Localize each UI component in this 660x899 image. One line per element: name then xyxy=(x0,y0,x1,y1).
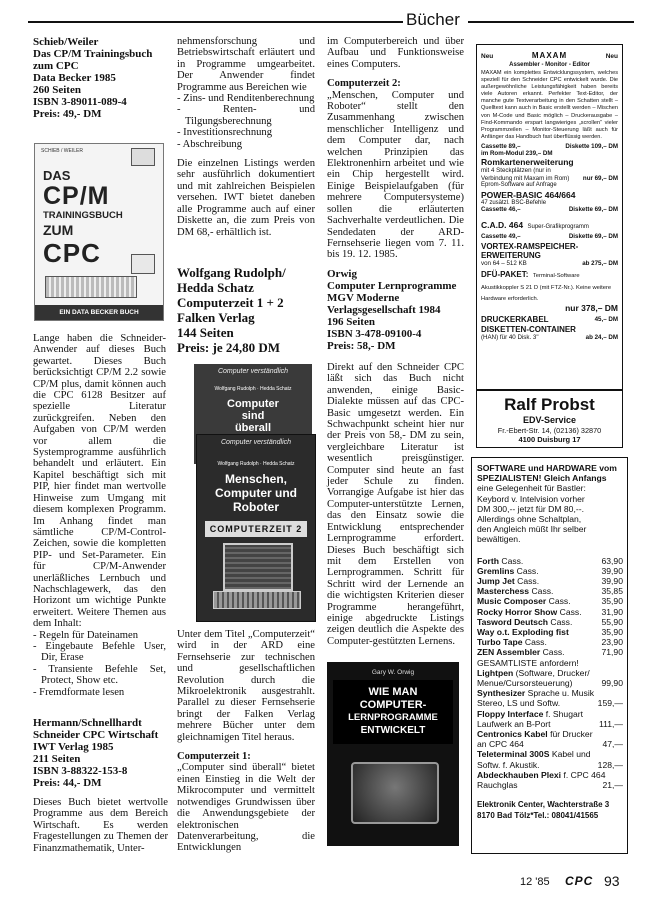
cover1-disk-icon xyxy=(131,254,155,274)
ad2-item xyxy=(477,576,623,586)
ad2-hw-item xyxy=(477,719,623,729)
book3-review-1: „Computer sind überall“ bietet einen Einstieg in die Welt der Mikrocomputer und vermittelt notwendiges Grundwissen über die Anwendungsgebiete der elektronischen Datenverarbeitung, die Entwicklungen xyxy=(177,762,315,854)
book4-price: Preis: 58,- DM xyxy=(327,340,396,352)
ad1-brand: MAXAM xyxy=(531,51,568,60)
book2-topic: - Zins- und Renditenberechnung xyxy=(177,93,315,105)
book3-heading xyxy=(177,265,322,355)
book2-review: Dieses Buch bietet wertvolle Programme aus dem Bereich Wirtschaft. Es werden Fragestellungen zu Themen der Finanzmathematik, Unter- xyxy=(33,797,168,854)
ad2-catalog: GESAMTLISTE anfordern! xyxy=(477,657,579,668)
column-2 xyxy=(177,36,315,238)
book2-review-cont: nehmensforschung und Betriebswirtschaft erläutert und in Programme umgearbeitet. Der Anwender findet Programme aus Bereichen wie xyxy=(177,36,315,93)
ad2-company: Elektronik Center, Wachterstraße 3 xyxy=(477,800,610,810)
ad1-cad-line xyxy=(481,215,618,233)
ad1-powerbasic-desc: 47 zusätzl. BSC-Befehle xyxy=(481,199,547,206)
ad1-dfue-line xyxy=(481,269,618,303)
ad2-hw-item xyxy=(477,709,623,719)
book3-authors: Wolfgang Rudolph/ xyxy=(177,265,286,280)
ad2-software-list xyxy=(477,556,623,658)
ad2-hw-price: 128,— xyxy=(597,759,623,770)
ad1-divider xyxy=(477,389,622,391)
book1-pages: 260 Seiten xyxy=(33,84,81,96)
ad1-disk-row xyxy=(481,334,618,341)
ad-elektronik-center xyxy=(471,457,628,854)
cover1-title-a: DAS xyxy=(43,168,71,183)
ad2-item xyxy=(477,586,623,596)
ad2-hw-suffix: an CPC 464 xyxy=(477,739,524,750)
ad2-item xyxy=(477,627,623,637)
ad2-hw-item xyxy=(477,760,623,770)
ad2-item-price: 55,90 xyxy=(601,616,623,627)
book4-publisher: Verlagsgesellschaft 1984 xyxy=(327,304,441,316)
ad2-item-suffix: Cass. xyxy=(557,606,582,617)
ad-ralf-probst xyxy=(476,44,623,448)
cover-b-title-3: Roboter xyxy=(233,500,279,514)
book2-pages: 211 Seiten xyxy=(33,753,81,765)
ad2-item-suffix: Cass. xyxy=(514,576,540,587)
cover1-top-label: SCHIEB / WEILER xyxy=(41,148,83,154)
ad2-hw-price: 47,— xyxy=(602,739,623,750)
ad2-hw-suffix: für Drucker xyxy=(547,729,593,740)
ad1-service: EDV-Service xyxy=(522,415,577,425)
ad2-item-name: Turbo Tape xyxy=(477,637,523,648)
orwig-cover-author: Gary W. Orwig xyxy=(371,669,415,676)
book1-title: Das CP/M Trainingsbuch xyxy=(33,48,153,60)
ad2-hw-item xyxy=(477,678,623,688)
ad2-item-name: Jump Jet xyxy=(477,576,515,587)
book2-topic: - Renten- und Tilgungsberechnung xyxy=(177,104,315,127)
ad1-disk-price: ab 24,– DM xyxy=(585,334,618,342)
book3-authors-2: Hedda Schatz xyxy=(177,280,254,295)
ad2-hw-item xyxy=(477,770,623,780)
ad2-hw-price: 99,90 xyxy=(601,678,623,689)
ad1-company: Ralf Probst xyxy=(504,395,595,414)
column-3 xyxy=(327,36,464,261)
book4-pages: 196 Seiten xyxy=(327,316,375,328)
ad2-hw-name: Synthesizer xyxy=(477,688,526,699)
book-cover-computerzeit-2 xyxy=(196,434,316,622)
ad1-new-label: Neu xyxy=(605,53,618,60)
ad2-item-name: Forth xyxy=(477,555,499,566)
ad2-hw-item xyxy=(477,729,623,739)
ad2-item xyxy=(477,596,623,606)
section-title: Bücher xyxy=(406,10,460,29)
ad2-intro-line: SPEZIALISTEN! Gleich Anfangs xyxy=(477,473,607,484)
book4-title: Computer Lernprogramme xyxy=(327,280,457,292)
ad1-price-cassette: Cassette 89,– xyxy=(481,142,521,150)
column-3-book4 xyxy=(327,268,464,647)
ad1-disk-container: DISKETTEN-CONTAINER xyxy=(481,325,576,335)
book1-authors: Schieb/Weiler xyxy=(33,36,99,48)
column-1-review xyxy=(33,333,166,698)
book4-title-2: MGV Moderne xyxy=(327,292,400,304)
ad1-dfue-price: nur 378,– DM xyxy=(565,302,618,313)
ad2-intro xyxy=(477,463,623,545)
ad2-item xyxy=(477,647,623,657)
ad2-item-suffix: Cass. xyxy=(548,616,573,627)
ad2-intro-line: bewältigen. xyxy=(477,534,521,545)
ad1-kabel-row xyxy=(481,316,618,323)
ad1-powerbasic-disk: Diskette 69,– DM xyxy=(568,205,618,213)
column-1 xyxy=(33,36,168,120)
book1-topic: - Eingebaute Befehle User, Dir, Erase xyxy=(33,640,166,664)
ad2-item-price: 35,90 xyxy=(601,627,623,638)
ad2-item xyxy=(477,607,623,617)
book2-topic: - Investitionsrechnung xyxy=(177,127,273,139)
book2-topic: - Abschreibung xyxy=(177,138,243,150)
cover-a-authors: Wolfgang Rudolph · Hedda Schatz xyxy=(214,386,292,392)
ad1-body: MAXAM ein komplettes Entwicklungssystem, welches speziell für den Schneider CPC entwickelt wurde. Die außergewöhnliche Leistungsfähigkeit haben bereits viele Autoren erkannt. Perfekter Text-Editor, der manche gute Textverarbeitung in den Schatten stellt – Quelltext kann auch in Basic erstellt werden – Mischen von M-Code und Basic möglich – Druckerausgabe – Find-Kommando erspart langwieriges „scrollen“ vieler Programmzeilen – Monitor-Steuerung läßt auch für Anfänger das Handbuch fast überflüssig werden. xyxy=(481,70,618,140)
ad2-item-price: 23,90 xyxy=(601,637,623,648)
cover-a-title-3: überall xyxy=(234,422,272,434)
cover-b-computer-illustration xyxy=(223,543,293,591)
ad1-kabel: DRUCKERKABEL xyxy=(481,314,549,324)
book1-review: Lange haben die Schneider-Anwender auf dieses Buch gewartet. Dieses Buch berücksichtigt CP/M 2.2 sowie CP/M plus, damit können auch die CPC 6128 Besitzer auf spezielle Literatur zurückgreifen. Neben den Aufgaben von CP/M werden vor allem die Systemprogramme ausführlich behandelt und erläutert. Ein Kapitel beschäftigt sich mit PIP, hier findet man wertvolle Hinweise zum Umgang mit diesem komplexen Programm. Im Anhang findet man sämtliche CP/M-Control-Zeichen, sowie die kompletten PIP- und Set-Parameter. Ein für CP/M-Anwender unerläßliches Lernbuch und Nachschlagewerk, das den Horizont um wichtige Punkte erweitert. Weitere Themen aus dem Inhalt: xyxy=(33,333,166,630)
ad2-hw-suffix: Laufwerk an B-Port xyxy=(477,718,551,729)
book3-price: Preis: je 24,80 DM xyxy=(177,340,281,355)
ad2-hw-suffix: f. CPC 464 xyxy=(561,769,606,780)
book3-review: Unter dem Titel „Computerzeit“ wird in der ARD eine Fernsehserie zur technischen und gesellschaftlichen Revolution durch die Mikroelektronik ausgestrahlt. Parallel zu dieser Fernsehserie bringt der Falken Verlag mehrere Bücher unter dem gleichnamigen Titel heraus. xyxy=(177,629,315,743)
ad2-item-suffix: Cass. xyxy=(546,596,571,607)
ad1-subtitle: Assembler - Monitor - Editor xyxy=(509,62,590,68)
ad2-hardware-list xyxy=(477,668,623,790)
ad2-hw-name: Centronics Kabel xyxy=(477,729,548,740)
ad2-intro-line: DM 300,-- jetzt für DM 80,--. xyxy=(477,503,584,514)
ad1-romkarte-row xyxy=(481,167,618,181)
cover1-keyboard-icon xyxy=(45,276,137,298)
ad1-price-row xyxy=(481,143,618,150)
book2-authors: Hermann/Schnellhardt xyxy=(33,717,142,729)
cover-b-title-2: Computer und xyxy=(215,486,297,500)
ad1-cad-desc: Super-Grafikprogramm xyxy=(527,223,589,230)
ad1-disk-desc: (HAN) für 40 Disk. 3" xyxy=(481,334,539,342)
book2-title: Schneider CPC Wirtschaft xyxy=(33,729,159,741)
cover-b-authors: Wolfgang Rudolph · Hedda Schatz xyxy=(217,461,295,467)
ad1-address: Fr.-Ebert-Str. 14, (02136) 32870 xyxy=(497,426,602,435)
ad2-hw-name: Teleterminal 300S xyxy=(477,749,550,760)
ad1-city: 4100 Duisburg 17 xyxy=(518,435,581,444)
ad2-hw-suffix: Stereo, LS und Softw. xyxy=(477,698,561,709)
ad2-item-price: 35,90 xyxy=(601,596,623,607)
ad2-item-suffix: Cass. xyxy=(498,555,524,566)
cover1-monitor-icon xyxy=(131,148,155,166)
ad2-item-suffix: Cass. xyxy=(522,637,547,648)
footer-issue: 12 '85 xyxy=(520,876,550,888)
header-rule-right xyxy=(468,21,634,23)
ad1-eprom: Eprom-Software auf Anfrage xyxy=(481,181,557,188)
cover-a-title-2: sind xyxy=(241,410,265,422)
ad2-hw-name: Lightpen xyxy=(477,667,514,678)
book3-subheading-2: Computerzeit 2: xyxy=(327,78,401,90)
ad2-item-name: Tasword Deutsch xyxy=(477,616,548,627)
ad2-address: 8170 Bad Tölz*Tel.: 08041/41565 xyxy=(477,810,599,820)
ad2-item-price: 31,90 xyxy=(601,606,623,617)
ad2-hw-suffix: (Software, Drucker/ xyxy=(513,667,590,678)
book1-price: Preis: 49,- DM xyxy=(33,108,102,120)
cover-b-keyboard-illustration xyxy=(213,591,301,609)
cover1-title-e: CPC xyxy=(43,238,101,268)
ad2-hw-name: Abdeckhauben Plexi xyxy=(477,769,562,780)
book1-topic: - Fremdformate lesen xyxy=(33,686,125,698)
cover1-title-d: ZUM xyxy=(43,222,74,238)
ad2-intro-line: Keybord v. Intelvision vorher xyxy=(477,493,585,504)
ad2-item-price: 39,90 xyxy=(601,576,623,587)
book1-topic: - Regeln für Dateinamen xyxy=(33,629,139,641)
ad2-hw-name: Floppy Interface xyxy=(477,708,544,719)
ad1-romkarte: Romkartenerweiterung xyxy=(481,157,574,168)
cover-a-series: Computer verständlich xyxy=(217,368,289,375)
ad1-dfue-desc: Terminal-Software Akustikkoppler S 21 D (mit FTZ-Nr.). Keine weitere Hardware erforderlich. xyxy=(481,273,612,302)
book-cover-cpm xyxy=(34,143,164,321)
column-2-lower xyxy=(177,629,315,854)
footer-page-number: 93 xyxy=(604,873,620,889)
ad2-item xyxy=(477,566,623,576)
book4-review: Direkt auf den Schneider CPC läßt sich das Buch nicht anwenden, einige Basic-Dialekte müssen auf das CPC-Basic umgesetzt werden. Ein Schwachpunkt scheint hier nur der Preis von 58,- DM zu sein, vergleichbare Literatur ist wesentlich preisgünstiger. Computer sind heute an fast jeder Schule zu finden. Vorrangige Aufgabe ist hier das Computer-unterstützte Lernen, das den Einsatz sowie die Entwicklung entsprechender Lernprogramme erfordert. Dieses Buch beschäftigt sich mit dem Erstellen von Lernprogrammen. Schritt für Schritt wird der Lernende an die wichtigsten Kriterien dieser Programme herangeführt, einige abgedruckte Listings zeigen deutlich die Aspekte des Computer-gestützten Lernens. xyxy=(327,362,464,647)
ad2-hw-suffix: Rauchglas xyxy=(477,780,518,791)
ad2-item-suffix: Cass. xyxy=(529,586,554,597)
book2-paragraph: Die einzelnen Listings werden sehr ausführlich dokumentiert und mit zahlreichen Beispielen versehen. IWT bietet daneben alle Programme auch auf einer Diskette an, die zum Preis von DM 68,- erhältlich ist. xyxy=(177,158,315,238)
ad1-dfue: DFÜ-PAKET: xyxy=(481,270,529,280)
ad1-vortex-row xyxy=(481,260,618,267)
ad1-cad-cassette: Cassette 49,– xyxy=(481,232,521,240)
ad2-intro-line: Allerdings ohne Schaltplan, xyxy=(477,514,582,525)
ad2-item-price: 39,90 xyxy=(601,565,623,576)
book1-publisher: Data Becker 1985 xyxy=(33,72,116,84)
ad2-intro-line: den Angleich müßt Ihr selber xyxy=(477,524,587,535)
ad2-inner xyxy=(477,463,623,821)
ad1-cad-row xyxy=(481,233,618,240)
ad2-hw-suffix: f. Shugart xyxy=(543,708,584,719)
cover1-title-c: TRAININGSBUCH xyxy=(43,210,123,221)
book2-publisher: IWT Verlag 1985 xyxy=(33,741,114,753)
book-cover-orwig xyxy=(327,662,459,846)
orwig-cover-title-4: ENTWICKELT xyxy=(360,725,426,736)
ad2-hw-item xyxy=(477,698,623,708)
ad2-hw-suffix: Menue/Cursorsteuerung) xyxy=(477,678,573,689)
ad1-inner xyxy=(481,51,618,341)
ad2-hw-item xyxy=(477,780,623,790)
orwig-cover-title-1: WIE MAN xyxy=(368,686,418,698)
ad2-item-price: 35,85 xyxy=(601,586,623,597)
book3-subheading-1: Computerzeit 1: xyxy=(177,751,251,763)
orwig-cover-title-3: LERNPROGRAMME xyxy=(348,712,438,723)
book3-review-cont: im Computerbereich und über Aufbau und Funktionsweise eines Computers. xyxy=(327,36,464,70)
ad1-powerbasic-cassette: Cassette 46,– xyxy=(481,205,521,213)
ad2-item-name: Music Composer xyxy=(477,596,547,607)
ad2-hw-item xyxy=(477,749,623,759)
ad1-kabel-price: 45,– DM xyxy=(594,315,618,323)
ad2-item-name: Rocky Horror Show xyxy=(477,606,558,617)
ad1-romkarte-price: nur 69,– DM xyxy=(582,174,618,182)
orwig-cover-title-2: COMPUTER- xyxy=(359,699,427,711)
ad1-cad-disk: Diskette 69,– DM xyxy=(568,232,618,240)
cover-b-series: Computer verständlich xyxy=(220,439,292,446)
ad2-item-price: 63,90 xyxy=(601,555,623,566)
book2-isbn: ISBN 3-88322-153-8 xyxy=(33,765,128,777)
ad2-hw-price: 21,— xyxy=(602,780,623,791)
ad2-item-name: Gremlins xyxy=(477,565,515,576)
book3-review-2: „Menschen, Computer und Roboter“ stellt den Zusammenhang zwischen menschlicher Intelligenz und dem Computer dar, nach welchen Prinzipien das Elektronenhirn arbeitet und wie ein Chip hergestellt wird. Einige Beispielaufgaben (für mehrere Computersysteme) sollen die erläuterten Sachverhalte verdeutlichen. Die Sendedaten der ARD-Fernsehserie liegen vom 7. 11. bis 19. 12. 1985. xyxy=(327,89,464,261)
ad2-item-price: 71,90 xyxy=(601,647,623,658)
ad2-hw-suffix: Sprache u. Musik xyxy=(525,688,595,699)
cover-a-title-1: Computer xyxy=(227,398,279,410)
book1-topic: - Transiente Befehle Set, Protect, Show etc. xyxy=(33,663,166,687)
ad2-hw-item xyxy=(477,668,623,678)
footer-magazine-logo: CPC xyxy=(565,874,594,888)
ad2-hw-suffix: Softw. f. Akustik. xyxy=(477,759,540,770)
cover-b-band: COMPUTERZEIT 2 xyxy=(205,521,307,537)
ad1-romkarte-desc: mit 4 Steckplätzen (nur in Verbindung mit Maxam im Rom) xyxy=(481,167,570,182)
ad2-hw-suffix: Kabel und xyxy=(549,749,591,760)
ad1-new-label: Neu xyxy=(481,53,494,60)
ad1-cad: C.A.D. 464 xyxy=(481,219,524,230)
orwig-cover-illustration xyxy=(351,762,439,824)
cover1-title-b: CP/M xyxy=(43,182,110,210)
ad1-powerbasic-row xyxy=(481,206,618,213)
book3-publisher: Falken Verlag xyxy=(177,310,255,325)
ad2-item xyxy=(477,617,623,627)
ad2-hw-price: 159,— xyxy=(597,698,623,709)
ad2-hw-item xyxy=(477,688,623,698)
ad2-hw-item xyxy=(477,739,623,749)
book3-title: Computerzeit 1 + 2 xyxy=(177,295,284,310)
ad1-price-disk: Diskette 109,– DM xyxy=(565,142,618,150)
book4-author: Orwig xyxy=(327,268,357,280)
ad1-price-rom: im Rom-Modul 239,– DM xyxy=(481,150,553,158)
cover1-publisher-band: EIN DATA BECKER BUCH xyxy=(35,305,163,320)
ad2-intro-line: SOFTWARE und HARDWARE vom xyxy=(477,463,617,473)
ad1-vortex: VORTEX-RAMSPEICHER-ERWEITERUNG xyxy=(481,242,579,261)
ad2-item-suffix: Cass. xyxy=(540,647,565,658)
book4-isbn: ISBN 3-478-09100-4 xyxy=(327,328,422,340)
book1-isbn: ISBN 3-89011-089-4 xyxy=(33,96,127,108)
book1-title-2: zum CPC xyxy=(33,60,79,72)
ad2-item xyxy=(477,637,623,647)
ad2-intro-line: eine Gelegenheit für Bastler: xyxy=(477,483,586,494)
ad1-vortex-desc: von 64 – 512 KB xyxy=(481,260,527,268)
ad1-price-row xyxy=(481,150,618,157)
column-1-book2 xyxy=(33,717,168,854)
ad2-item-name: Masterchess xyxy=(477,586,530,597)
ad2-item-name: ZEN Assembler xyxy=(477,647,541,658)
book2-price: Preis: 44,- DM xyxy=(33,777,102,789)
ad1-vortex-price: ab 275,– DM xyxy=(582,260,618,268)
book3-pages: 144 Seiten xyxy=(177,325,234,340)
ad1-powerbasic: POWER-BASIC 464/664 xyxy=(481,189,576,200)
ad2-hw-price: 111,— xyxy=(598,718,623,729)
ad2-item xyxy=(477,556,623,566)
ad2-item-name: Way o.t. Exploding fist xyxy=(477,627,569,638)
ad2-item-suffix: Cass. xyxy=(514,565,539,576)
header-rule-left xyxy=(28,21,403,23)
cover-b-title-1: Menschen, xyxy=(224,472,287,486)
